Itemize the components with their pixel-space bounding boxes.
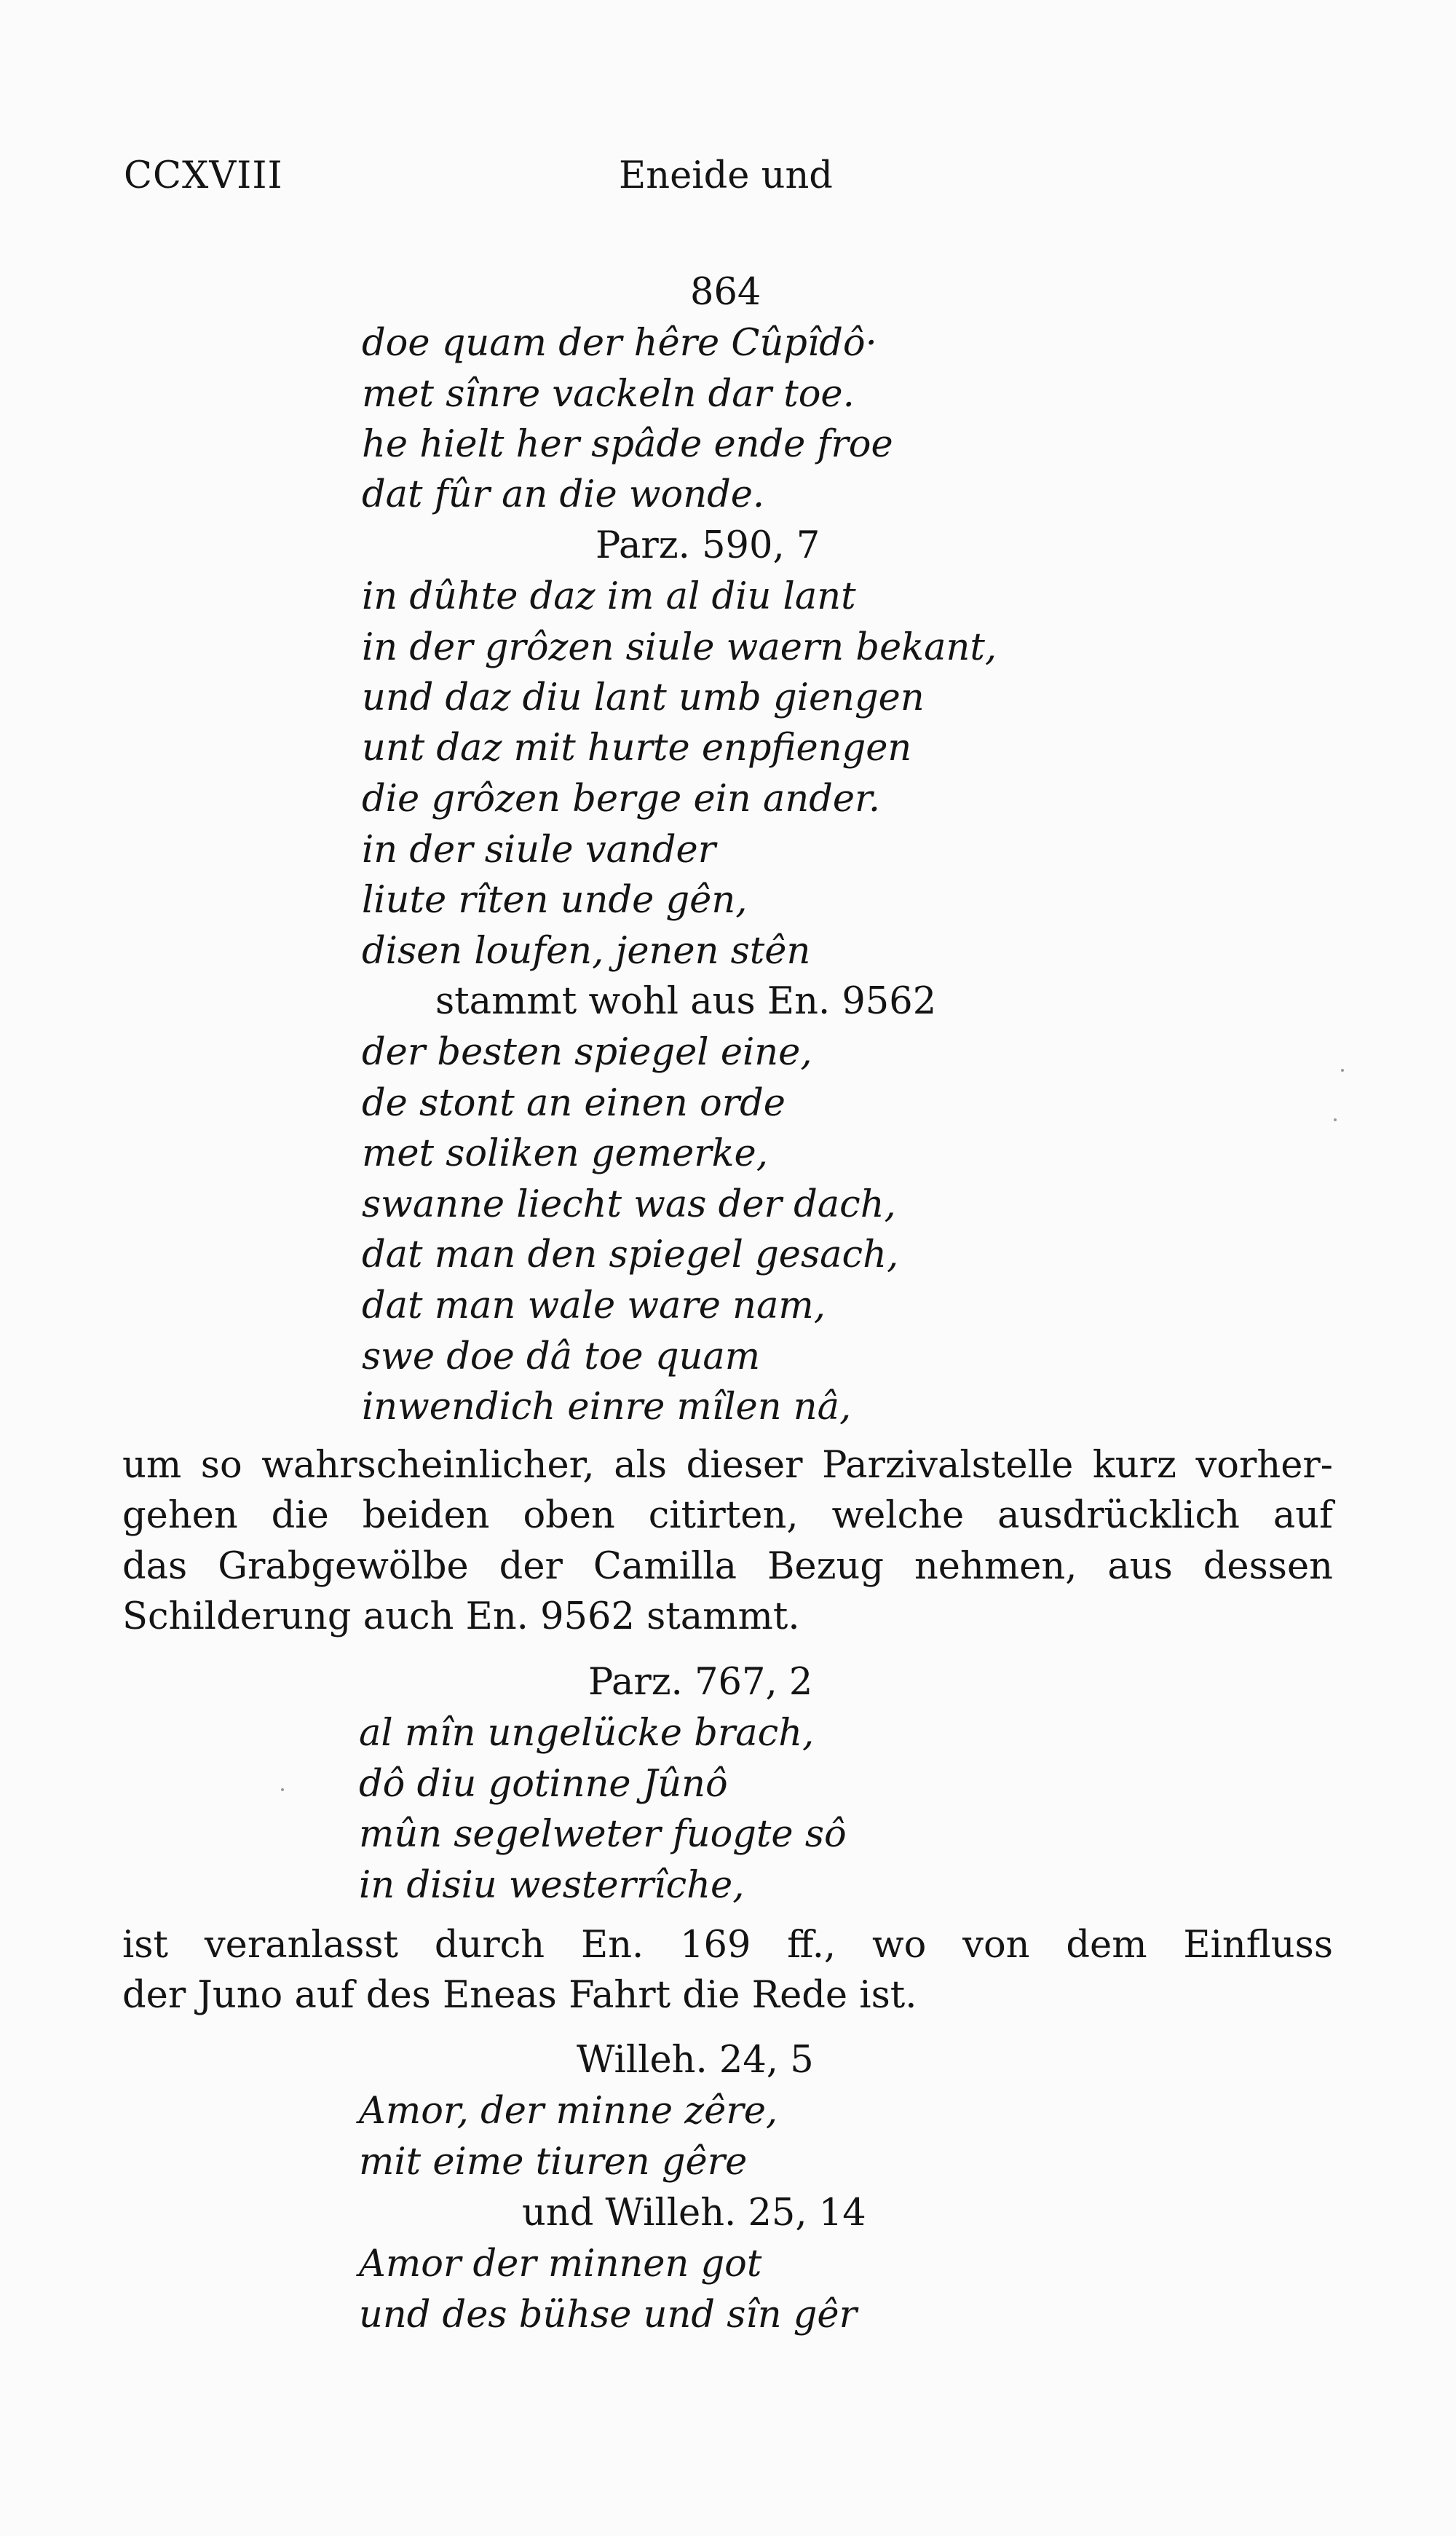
reference-en-9562: stammt wohl aus En. 9562 xyxy=(435,980,937,1023)
verse-line: Amor, der minne zêre, xyxy=(359,2090,778,2133)
prose-line: ist veranlasst durch En. 169 ff., wo von dem Einfluss xyxy=(122,1924,1333,1967)
reference-willeh-25: und Willeh. 25, 14 xyxy=(522,2192,866,2235)
verse-line: al mîn ungelücke brach, xyxy=(359,1712,815,1755)
verse-line: inwendich einre mîlen nâ, xyxy=(362,1386,852,1429)
verse-line: he hielt her spâde ende froe xyxy=(362,423,893,466)
prose-line: das Grabgewölbe der Camilla Bezug nehmen, aus dessen xyxy=(122,1545,1333,1588)
verse-line: in dûhte daz im al diu lant xyxy=(362,575,856,618)
running-title: Eneide und xyxy=(619,154,833,197)
scan-speck xyxy=(281,1788,284,1791)
scan-speck xyxy=(1341,1069,1344,1072)
verse-line: Amor der minnen got xyxy=(359,2243,762,2286)
verse-line: unt daz mit hurte enpfiengen xyxy=(362,727,912,770)
prose-line: Schilderung auch En. 9562 stammt. xyxy=(122,1595,800,1638)
prose-line: der Juno auf des Eneas Fahrt die Rede ist. xyxy=(122,1974,917,2017)
verse-line: doe quam der hêre Cûpîdô· xyxy=(362,322,877,365)
verse-line: und des bühse und sîn gêr xyxy=(359,2294,857,2336)
verse-line: met soliken gemerke, xyxy=(362,1132,768,1175)
reference-willeh-24: Willeh. 24, 5 xyxy=(577,2039,814,2082)
verse-line: swanne liecht was der dach, xyxy=(362,1183,896,1226)
reference-parz-767: Parz. 767, 2 xyxy=(588,1661,813,1704)
verse-line: liute rîten unde gên, xyxy=(362,879,748,922)
verse-line: dat man wale ware nam, xyxy=(362,1284,826,1327)
verse-line: dat man den spiegel gesach, xyxy=(362,1233,899,1276)
verse-line: die grôzen berge ein ander. xyxy=(362,778,881,821)
page-number: CCXVIII xyxy=(124,154,283,197)
verse-line: mit eime tiuren gêre xyxy=(359,2141,748,2184)
reference-864: 864 xyxy=(690,271,761,314)
verse-line: in der grôzen siule waern bekant, xyxy=(362,626,997,669)
verse-line: dat fûr an die wonde. xyxy=(362,473,765,516)
verse-line: und daz diu lant umb giengen xyxy=(362,676,925,719)
verse-line: der besten spiegel eine, xyxy=(362,1031,812,1074)
verse-line: swe doe dâ toe quam xyxy=(362,1335,761,1378)
verse-line: dô diu gotinne Jûnô xyxy=(359,1763,728,1806)
reference-parz-590: Parz. 590, 7 xyxy=(596,524,820,567)
verse-line: met sînre vackeln dar toe. xyxy=(362,373,855,416)
prose-line: um so wahrscheinlicher, als dieser Parzivalstelle kurz vorher- xyxy=(122,1444,1333,1487)
verse-line: in der siule vander xyxy=(362,829,716,872)
verse-line: in disiu westerrîche, xyxy=(359,1864,745,1907)
prose-line: gehen die beiden oben citirten, welche ausdrücklich auf xyxy=(122,1494,1333,1537)
verse-line: mûn segelweter fuogte sô xyxy=(359,1813,847,1856)
verse-line: disen loufen, jenen stên xyxy=(362,930,811,973)
scan-speck xyxy=(1334,1118,1337,1121)
verse-line: de stont an einen orde xyxy=(362,1082,786,1125)
